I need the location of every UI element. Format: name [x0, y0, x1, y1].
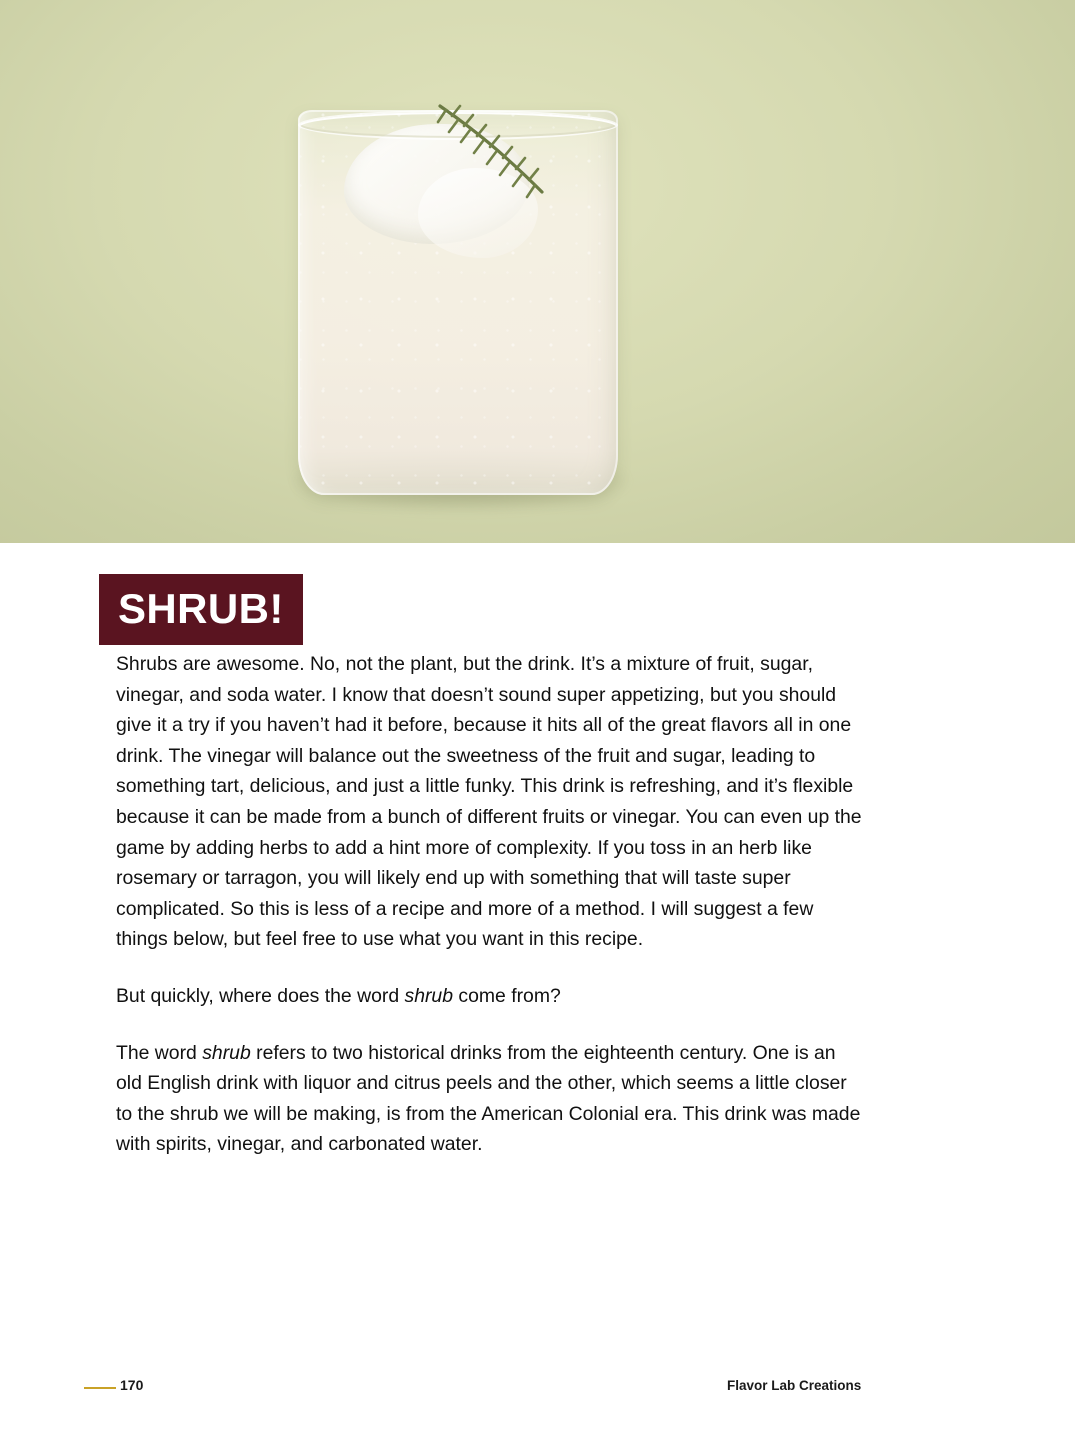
page-footer	[0, 1379, 1075, 1419]
page-title: SHRUB!	[99, 574, 303, 645]
rosemary-sprig-icon	[432, 100, 562, 210]
paragraph-history-before: The word	[116, 1041, 203, 1064]
footer-rule	[84, 1387, 116, 1389]
paragraph-history-after: refers to two historical drinks from the eighteenth century. One is an old English drink with liquor and citrus peels and the other, which seems a little closer to the shrub we will be making, is from the American Colonial era. This drink was made with spirits, vinegar, and carbonated water.	[116, 1041, 861, 1156]
paragraph-history-italic: shrub	[202, 1041, 251, 1064]
page-number: 170	[120, 1377, 144, 1393]
paragraph-history	[116, 1038, 866, 1160]
paragraph-question-after: come from?	[453, 984, 561, 1007]
footer-book-title: Flavor Lab Creations	[727, 1378, 862, 1393]
recipe-photo	[0, 0, 1075, 543]
paragraph-intro: Shrubs are awesome. No, not the plant, but the drink. It’s a mixture of fruit, sugar, vinegar, and soda water. I know that doesn’t sound super appetizing, but you should give it a try if you haven’t had it before, because it hits all of the great flavors all in one drink. The vinegar will balance out the sweetness of the fruit and sugar, leading to something tart, delicious, and just a little funky. This drink is refreshing, and it’s flexible because it can be made from a bunch of different fruits or vinegar. You can even up the game by adding herbs to add a hint more of complexity. If you toss in an herb like rosemary or tarragon, you will likely end up with something that will taste super complicated. So this is less of a recipe and more of a method. I will suggest a few things below, but feel free to use what you want in this recipe.	[116, 653, 862, 951]
paragraph-question	[116, 981, 866, 1012]
paragraph-question-before: But quickly, where does the word	[116, 984, 405, 1007]
body-copy	[116, 649, 866, 1160]
page-title-wrapper	[99, 574, 303, 645]
paragraph-question-italic: shrub	[404, 984, 454, 1007]
